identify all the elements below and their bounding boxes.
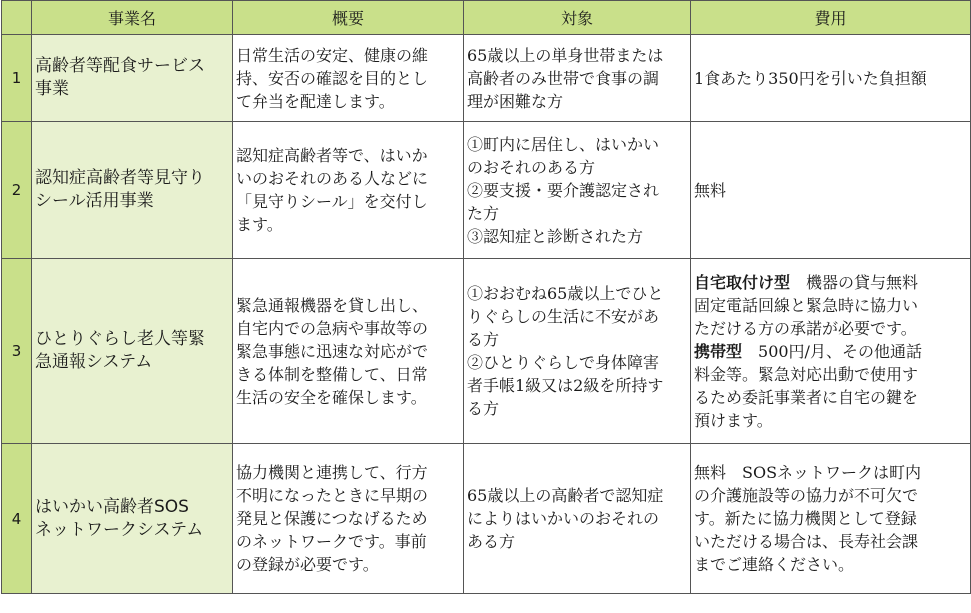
row-number: 2 (2, 122, 32, 259)
cost-line (694, 461, 967, 484)
cost-text: す。新たに協力機関として登録 (694, 509, 917, 528)
summary-line: きる体制を整備して、日常 (236, 364, 428, 384)
summary-line: いのおそれのある人などに (236, 169, 429, 188)
project-name-line: シール活用事業 (35, 191, 154, 211)
cost-text: 機器の貸与無料 (790, 272, 919, 292)
cost-cell (691, 122, 971, 259)
summary-line: ます。 (236, 215, 283, 234)
cost-line (694, 386, 967, 409)
project-name-line: ひとりぐらし老人等緊 (35, 329, 205, 349)
summary-line: 協力機関と連携して、行方 (236, 463, 428, 482)
target-line: 65歳以上の単身世帯または (467, 45, 664, 65)
cost-line (694, 317, 967, 340)
summary-line: 認知症高齢者等で、はいか (236, 146, 428, 165)
target-line: ある方 (467, 532, 516, 551)
target-line: 者手帳1級又は2級を所持す (467, 376, 664, 395)
cost-line (694, 507, 967, 530)
table-row (2, 35, 971, 122)
target-line: ②要支援・要介護認定され (467, 180, 660, 200)
cost-line (694, 363, 967, 386)
cost-line (694, 484, 967, 507)
target-line: 高齢者のみ世帯で食事の調 (467, 68, 660, 88)
summary-line: 日常生活の安定、健康の維 (236, 45, 429, 65)
target-line: ③認知症と診断された方 (467, 226, 644, 246)
cost-cell (691, 35, 971, 122)
cost-text: 無料 (694, 180, 727, 200)
target-line: た方 (467, 203, 500, 223)
summary-line: の登録が必要です。 (236, 555, 379, 574)
summary-line: 不明になったときに早期の (236, 486, 429, 505)
summary-cell (233, 444, 464, 594)
summary-line: て弁当を配達します。 (236, 91, 395, 111)
target-line: 理が困難な方 (467, 91, 564, 111)
project-name-line: 事業 (35, 79, 69, 99)
cost-line (694, 67, 967, 90)
row-number: 1 (2, 35, 32, 122)
table-row (2, 444, 971, 594)
summary-line: のネットワークです。事前 (236, 532, 427, 551)
cost-text: 預けます。 (694, 410, 773, 430)
cost-line (694, 409, 967, 432)
project-name-cell (32, 122, 233, 259)
target-line: ②ひとりぐらしで身体障害 (467, 353, 660, 372)
cost-type-label: 自宅取付け型 (694, 272, 791, 292)
cost-text: 500円/月、その他通話 (742, 341, 922, 361)
header-name: 事業名 (32, 1, 233, 35)
summary-line: 「見守りシール」を交付し (236, 192, 428, 211)
cost-type-label: 携帯型 (694, 341, 743, 361)
summary-line: 緊急通報機器を貸し出し、 (236, 295, 429, 315)
summary-line: 持、安否の確認を目的とし (236, 68, 429, 88)
cost-line (694, 340, 967, 363)
target-line: る方 (467, 399, 500, 418)
summary-line: 発見と保護につなげるため (236, 509, 428, 528)
project-name-line: 高齢者等配食サービス (35, 56, 205, 76)
project-name-line: 認知症高齢者等見守り (35, 168, 205, 188)
cost-line (694, 294, 967, 317)
header-summary: 概要 (233, 1, 464, 35)
cost-text: 無料 SOSネットワークは町内 (694, 463, 922, 482)
cost-text: 1食あたり350円を引いた負担額 (694, 68, 927, 88)
cost-line (694, 271, 967, 294)
cost-text: ただける方の承諾が必要です。 (694, 318, 917, 338)
row-number: 4 (2, 444, 32, 594)
summary-line: 生活の安全を確保します。 (236, 387, 427, 407)
table-row (2, 122, 971, 259)
cost-line (694, 179, 967, 202)
summary-cell (233, 259, 464, 444)
table-row (2, 259, 971, 444)
summary-cell (233, 122, 464, 259)
services-table (1, 0, 971, 594)
header-target: 対象 (464, 1, 691, 35)
header-number (2, 1, 32, 35)
target-cell (464, 122, 691, 259)
target-cell (464, 444, 691, 594)
project-name-line: ネットワークシステム (35, 519, 204, 540)
target-cell (464, 259, 691, 444)
cost-text: までご連絡ください。 (694, 555, 855, 574)
target-line: る方 (467, 330, 500, 349)
target-line: のおそれのある方 (467, 157, 596, 177)
cost-text: 固定電話回線と緊急時に協力い (694, 295, 919, 315)
cost-cell (691, 444, 971, 594)
cost-text: いただける場合は、長寿社会課 (694, 532, 919, 551)
header-row (2, 1, 971, 35)
target-line: ①おおむね65歳以上でひと (467, 284, 664, 303)
target-line: ①町内に居住し、はいかい (467, 134, 660, 154)
cost-line (694, 530, 967, 553)
project-name-cell (32, 35, 233, 122)
target-cell (464, 35, 691, 122)
summary-cell (233, 35, 464, 122)
target-line: 65歳以上の高齢者で認知症 (467, 486, 664, 505)
target-line: によりはいかいのおそれの (467, 509, 660, 528)
project-name-line: はいかい高齢者SOS (35, 496, 189, 517)
summary-line: 緊急事態に迅速な対応がで (236, 341, 429, 361)
cost-text: の介護施設等の協力が不可欠で (694, 486, 919, 505)
project-name-line: 急通報システム (35, 352, 153, 372)
project-name-cell (32, 444, 233, 594)
summary-line: 自宅内での急病や事故等の (236, 318, 429, 338)
cost-text: るため委託事業者に自宅の鍵を (694, 387, 919, 407)
target-line: りぐらしの生活に不安があ (467, 307, 660, 326)
cost-cell (691, 259, 971, 444)
project-name-cell (32, 259, 233, 444)
row-number: 3 (2, 259, 32, 444)
cost-line (694, 553, 967, 576)
cost-text: 料金等。緊急対応出動で使用す (694, 364, 919, 384)
header-cost: 費用 (691, 1, 971, 35)
